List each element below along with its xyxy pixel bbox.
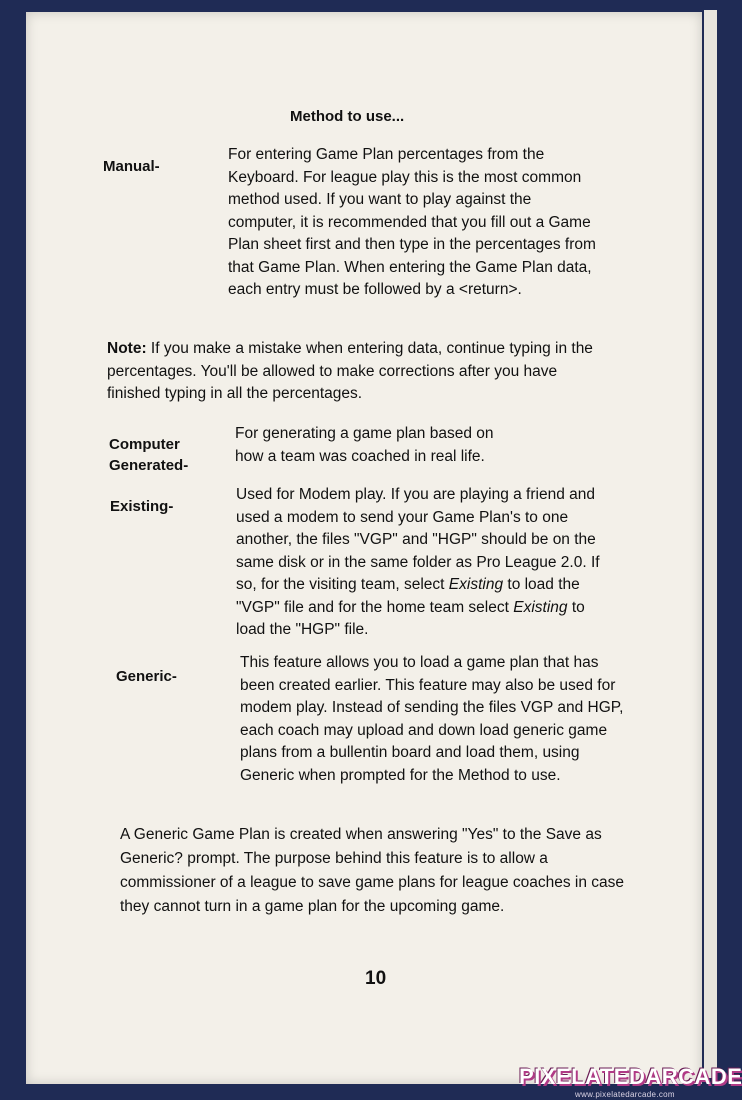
- note-paragraph: [107, 338, 612, 406]
- existing-text-3: to load the "HGP" file.: [236, 598, 585, 638]
- note-label: Note:: [107, 340, 147, 357]
- existing-em-2: Existing: [513, 598, 568, 616]
- computer-label-line2: Generated-: [109, 457, 189, 474]
- generic-description: This feature allows you to load a game plan that has been created earlier. This feature may also be used for modem play. Instead of sending the files VGP and HGP, each coach may upload and down load generic game plans from a bullentin board and load them, using Generic when prompted for the Method to use.: [240, 654, 624, 784]
- existing-em-1: Existing: [448, 576, 504, 593]
- page-number: 10: [365, 968, 387, 989]
- manual-label: Manual-: [103, 158, 160, 175]
- watermark-url: www.pixelatedarcade.com: [575, 1090, 675, 1099]
- existing-text-1: Used for Modem play. If you are playing a friend and used a modem to send your Game Plan's to one another, the files "VGP" and "HGP" should be on the same disk or in the same folder as Pro League 2.0. If so, for the visiting team, select: [236, 486, 600, 593]
- closing-paragraph: A Generic Game Plan is created when answering "Yes" to the Save as Generic? prompt. The purpose behind this feature is to allow a commissioner of a league to save game plans for league coaches in case they cannot turn in a game plan for the upcoming game.: [120, 826, 625, 915]
- watermark-logo: PIXELATEDARCADE: [519, 1064, 742, 1089]
- existing-text-2: to load the "VGP" file and for the home team select: [236, 576, 580, 616]
- existing-label: Existing-: [110, 498, 174, 515]
- generic-label: Generic-: [116, 668, 177, 685]
- computer-generated-label: [109, 434, 188, 476]
- section-heading: Method to use...: [290, 108, 405, 125]
- note-text: If you make a mistake when entering data, continue typing in the percentages. You'll be allowed to make corrections after you have finished typing in all the percentages.: [107, 340, 593, 402]
- page-edge: [704, 10, 717, 1078]
- computer-generated-description: For generating a game plan based on how a team was coached in real life.: [235, 425, 494, 465]
- existing-description: [236, 484, 616, 642]
- computer-label-line1: Computer: [109, 436, 180, 453]
- manual-description: For entering Game Plan percentages from the Keyboard. For league play this is the most common method used. If you want to play against the computer, it is recommended that you fill out a Game Plan sheet first and then type in the percentages from that Game Plan. When entering the Game Plan data, each entry must be followed by a <return>.: [228, 146, 596, 298]
